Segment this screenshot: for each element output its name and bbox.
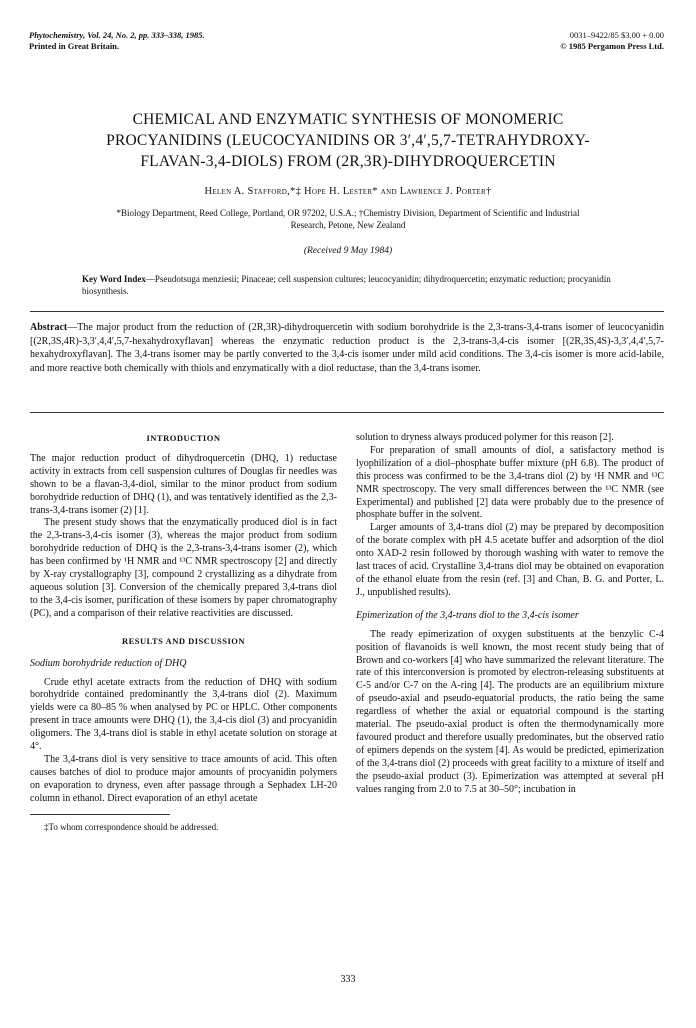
footnote: ‡To whom correspondence should be addressed.	[44, 821, 219, 832]
right-column	[356, 432, 664, 796]
abstract-rule-bottom	[30, 412, 664, 413]
keywords	[82, 273, 622, 297]
keywords-text: —Pseudotsuga menziesii; Pinaceae; cell suspension cultures; leucocyanidin; dihydroquercetin; enzymatic reduction; procyanidin biosynthesis.	[82, 274, 611, 296]
subsection-epimerization: Epimerization of the 3,4-trans diol to the 3,4-cis isomer	[356, 609, 579, 621]
introduction-heading: INTRODUCTION	[146, 433, 221, 443]
keywords-label: Key Word Index	[82, 274, 146, 284]
results-paragraph-1: Crude ethyl acetate extracts from the reduction of DHQ with sodium borohydride contained predominantly the 3,4-trans diol (2). Maximum yields were ca 80–85 % when analysed by PC or HPLC. Other components present in trace amounts were DHQ (1), the 3,4-cis diol (3) and procyanidin oligomers. The 3,4-trans diol is stable in ethyl acetate solution on storage at 4°.	[30, 676, 337, 753]
journal-header-right	[560, 30, 664, 52]
subsection-borohydride: Sodium borohydride reduction of DHQ	[30, 657, 187, 669]
results-heading: RESULTS AND DISCUSSION	[121, 635, 246, 646]
abstract-rule-top	[30, 311, 664, 312]
left-column	[30, 432, 337, 833]
title-line-1: CHEMICAL AND ENZYMATIC SYNTHESIS OF MONOMERIC	[132, 111, 564, 128]
abstract-text: —The major product from the reduction of (2R,3R)-dihydroquercetin with sodium borohydride is the 2,3-trans-3,4-trans isomer of leucocyanidin [(2R,3S,4R)-3,3′,4,4′,5,7-hexahydroxyflavan] whereas the enzymatic reduction product is the 2,3-trans-3,4-cis isomer [(2R,3S,4S)-3,3′,4,4′,5,7-hexahydroxyflavan]. The 3,4-trans isomer may be partly converted to the 3,4-cis isomer under mild acid conditions. The 3,4-cis isomer is more acid-labile, and more reactive both chemically with thiols and enzymatically with a diol reductase, than the 3,4-trans isomer.	[30, 322, 664, 374]
page-number: 333	[340, 974, 356, 985]
intro-paragraph-1: The major reduction product of dihydroquercetin (DHQ, 1) reductase activity in extracts from cell suspension cultures of Douglas fir needles was shown to be a flavan-3,4-diol, similar to the minor product from sodium borohydride reduction of DHQ (1), and was tentatively identified as the 2,3-trans-3,4-trans isomer (2) [1].	[30, 452, 337, 516]
title-line-2: PROCYANIDINS (LEUCOCYANIDINS OR 3′,4′,5,7-TETRAHYDROXY-	[106, 132, 590, 149]
affiliation-line-2: Research, Petone, New Zealand	[290, 220, 406, 230]
footnote-rule	[30, 814, 170, 815]
intro-paragraph-2: The present study shows that the enzymatically produced diol is in fact the 2,3-trans-3,4-cis isomer (3), whereas the major product from sodium borohydride reduction of DHQ is the 2,3-trans-3,4-trans isomer (2), which has been confirmed by ¹H NMR and ¹³C NMR spectroscopy [2] and directly by X-ray crystallography [3], compound 2 crystallizing as a dihydrate from aqueous solution [3]. Conversion of the chemically prepared 3,4-trans diol to the 3,4-cis isomer, purification of these isomers by paper chromatography (PC), and a comparison of their relative reactivities are discussed.	[30, 517, 337, 619]
abstract	[30, 321, 664, 375]
title-line-3: FLAVAN-3,4-DIOLS) FROM (2R,3R)-DIHYDROQUERCETIN	[140, 153, 556, 170]
right-paragraph-3: Larger amounts of 3,4-trans diol (2) may be prepared by decomposition of the borate complex with pH 4.5 acetate buffer and adsorption of the diol onto XAD-2 resin followed by thorough washing with water to remove the last traces of acid. Crystalline 3,4-trans diol may be obtained on evaporation of the ethanol eluate from the resin (ref. [3] and Chan, B. G. and Porter, L. J., unpublished results).	[356, 522, 664, 598]
results-paragraph-2: The 3,4-trans diol is very sensitive to trace amounts of acid. This often causes batches of diol to produce major amounts of procyanidin polymers on evaporation to dryness, even after passage through a Sephadex LH-20 column in ethanol. Direct evaporation of an ethyl acetate	[30, 753, 337, 804]
affiliations	[36, 207, 660, 231]
issn-price: 0031–9422/85 $3.00 + 0.00	[569, 30, 664, 40]
authors: Helen A. Stafford,*‡ Hope H. Lester* and Lawrence J. Porter†	[204, 186, 492, 197]
printed-in: Printed in Great Britain.	[29, 41, 120, 51]
right-paragraph-1: solution to dryness always produced polymer for this reason [2].	[356, 432, 614, 443]
abstract-label: Abstract	[30, 322, 68, 333]
affiliation-line-1: *Biology Department, Reed College, Portland, OR 97202, U.S.A.; †Chemistry Division, Department of Scientific and Industrial	[116, 208, 580, 218]
right-paragraph-4: The ready epimerization of oxygen substituents at the benzylic C-4 position of flavanoids is well known, the most recent study being that of Brown and co-workers [4] who have summarized the relevant literature. The rate of this interconversion is promoted by electron-releasing substituents at C-5 and/or C-7 on the A-ring [4]. The products are an equilibrium mixture of pseudo-axial and pseudo-equatorial products, the ratio being the same regardless of whether the axial or equatorial compound is the starting material. The pseudo-axial product is often the thermodynamically more favoured product and therefore usually predominates, but the observed ratio of epimers depends on the system [4]. As would be predicted, epimerization of the 3,4-trans diol (2) proceeds with great facility to a mixture of itself and the pseudo-axial product (3). Epimerization was attempted at several pH values ranging from 2.0 to 7.5 at 30–50°; incubation in	[356, 628, 664, 795]
right-paragraph-2: For preparation of small amounts of diol, a satisfactory method is lyophilization of a diol–phosphate buffer mixture (pH 6.8). The product of this process was confirmed to be the 3,4-trans diol (2) by ¹H NMR and ¹³C NMR spectroscopy. The very small differences between the ¹³C NMR (see Experimental) and published [2] data were probably due to the presence of phosphate buffer in the solvent.	[356, 444, 664, 521]
journal-citation: Phytochemistry, Vol. 24, No. 2, pp. 333–338, 1985.	[29, 30, 205, 40]
journal-header-left	[29, 30, 205, 52]
received-date: (Received 9 May 1984)	[303, 246, 393, 256]
article-title	[50, 109, 646, 172]
copyright: © 1985 Pergamon Press Ltd.	[560, 41, 664, 51]
